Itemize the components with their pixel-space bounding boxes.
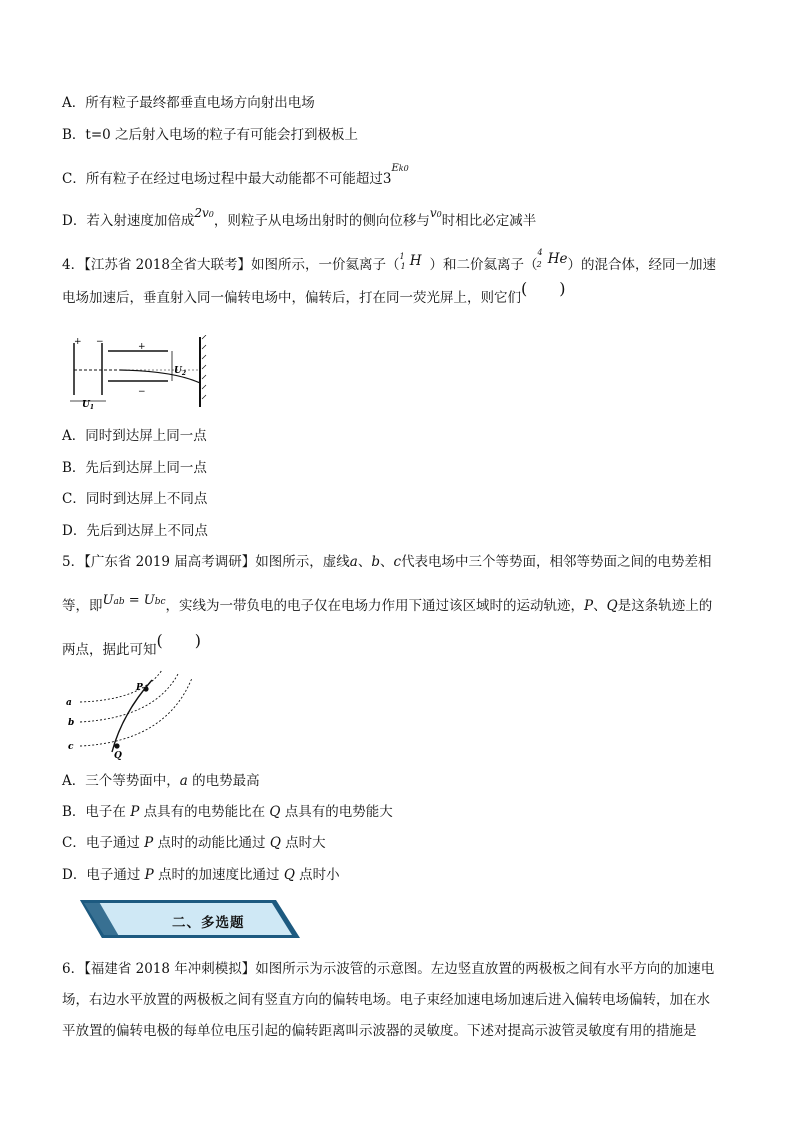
q4-option-b: B．先后到达屏上同一点	[62, 460, 207, 476]
q5-option-a: A．三个等势面中，a 的电势最高	[62, 773, 260, 789]
q5-fig-label-a: a	[66, 698, 72, 708]
q4-fig-minus-bottom: −	[138, 387, 146, 397]
q6-stem-line2: 场，右边水平放置的两极板之间有竖直方向的偏转电场。电子束经加速电场加速后进入偏转电场偏转，加在水	[62, 992, 710, 1008]
q5-fig-label-c: c	[68, 742, 74, 752]
q4-option-c: C．同时到达屏上不同点	[62, 491, 208, 507]
q5-fig-label-p: P	[136, 683, 143, 693]
q3-option-a: A．所有粒子最终都垂直电场方向射出电场	[62, 95, 315, 111]
q4-fig-u1: $U_1$	[82, 400, 95, 410]
q4-stem-line2: 电场加速后，垂直射入同一偏转电场中，偏转后，打在同一荧光屏上，则它们( )	[62, 279, 566, 306]
q5-fig-label-q: Q	[114, 751, 122, 761]
q4-fig-minus-left: −	[96, 337, 104, 347]
q5-fig-label-b: b	[68, 718, 75, 728]
q4-option-d: D．先后到达屏上不同点	[62, 523, 208, 539]
q4-fig-u2: $U_2$	[174, 366, 187, 377]
q5-stem-line1: 5．【广东省 2019 届高考调研】如图所示，虚线a、b、c代表电场中三个等势面，相邻等势面之间的电势差相	[62, 554, 712, 570]
q4-figure	[64, 335, 214, 410]
q5-option-c: C．电子通过 P 点时的动能比通过 Q 点时大	[62, 835, 326, 851]
q4-option-a: A．同时到达屏上同一点	[62, 428, 207, 444]
section-title: 二、多选题	[172, 915, 245, 931]
q3-option-d: D．若入射速度加倍成2v0，则粒子从电场出射时的侧向位移与v0时相比必定减半	[62, 206, 537, 229]
q5-figure	[62, 662, 202, 762]
q3-option-b: B．t=0 之后射入电场的粒子有可能会打到极板上	[62, 127, 359, 143]
q4-fig-plus-left: +	[74, 337, 82, 347]
q5-option-d: D．电子通过 P 点时的加速度比通过 Q 点时小	[62, 867, 340, 883]
q5-stem-line3: 两点，据此可知( )	[62, 631, 201, 658]
q3-option-c: C．所有粒子在经过电场过程中最大动能都不可能超过$3^{Ek0}$	[62, 163, 409, 187]
q5-option-b: B．电子在 P 点具有的电势能比在 Q 点具有的电势能大	[62, 804, 393, 820]
q4-fig-plus-top: +	[138, 342, 146, 352]
q4-stem-line1: 4．【江苏省 2018全省大联考】如图所示，一价氦离子（$^1_1$ H ）和二价氦离子（$^4_2$ He）的混合体，经同一加速	[62, 248, 716, 273]
q6-stem-line1: 6．【福建省 2018 年冲刺模拟】如图所示为示波管的示意图。左边竖直放置的两极板之间有水平方向的加速电	[62, 961, 715, 977]
q6-stem-line3: 平放置的偏转电极的每单位电压引起的偏转距离叫示波器的灵敏度。下述对提高示波管灵敏度有用的措施是	[62, 1023, 697, 1039]
q5-stem-line2: 等，即Uab = Ubc，实线为一带负电的电子仅在电场力作用下通过该区域时的运动轨迹，P、Q是这条轨迹上的	[62, 593, 713, 614]
